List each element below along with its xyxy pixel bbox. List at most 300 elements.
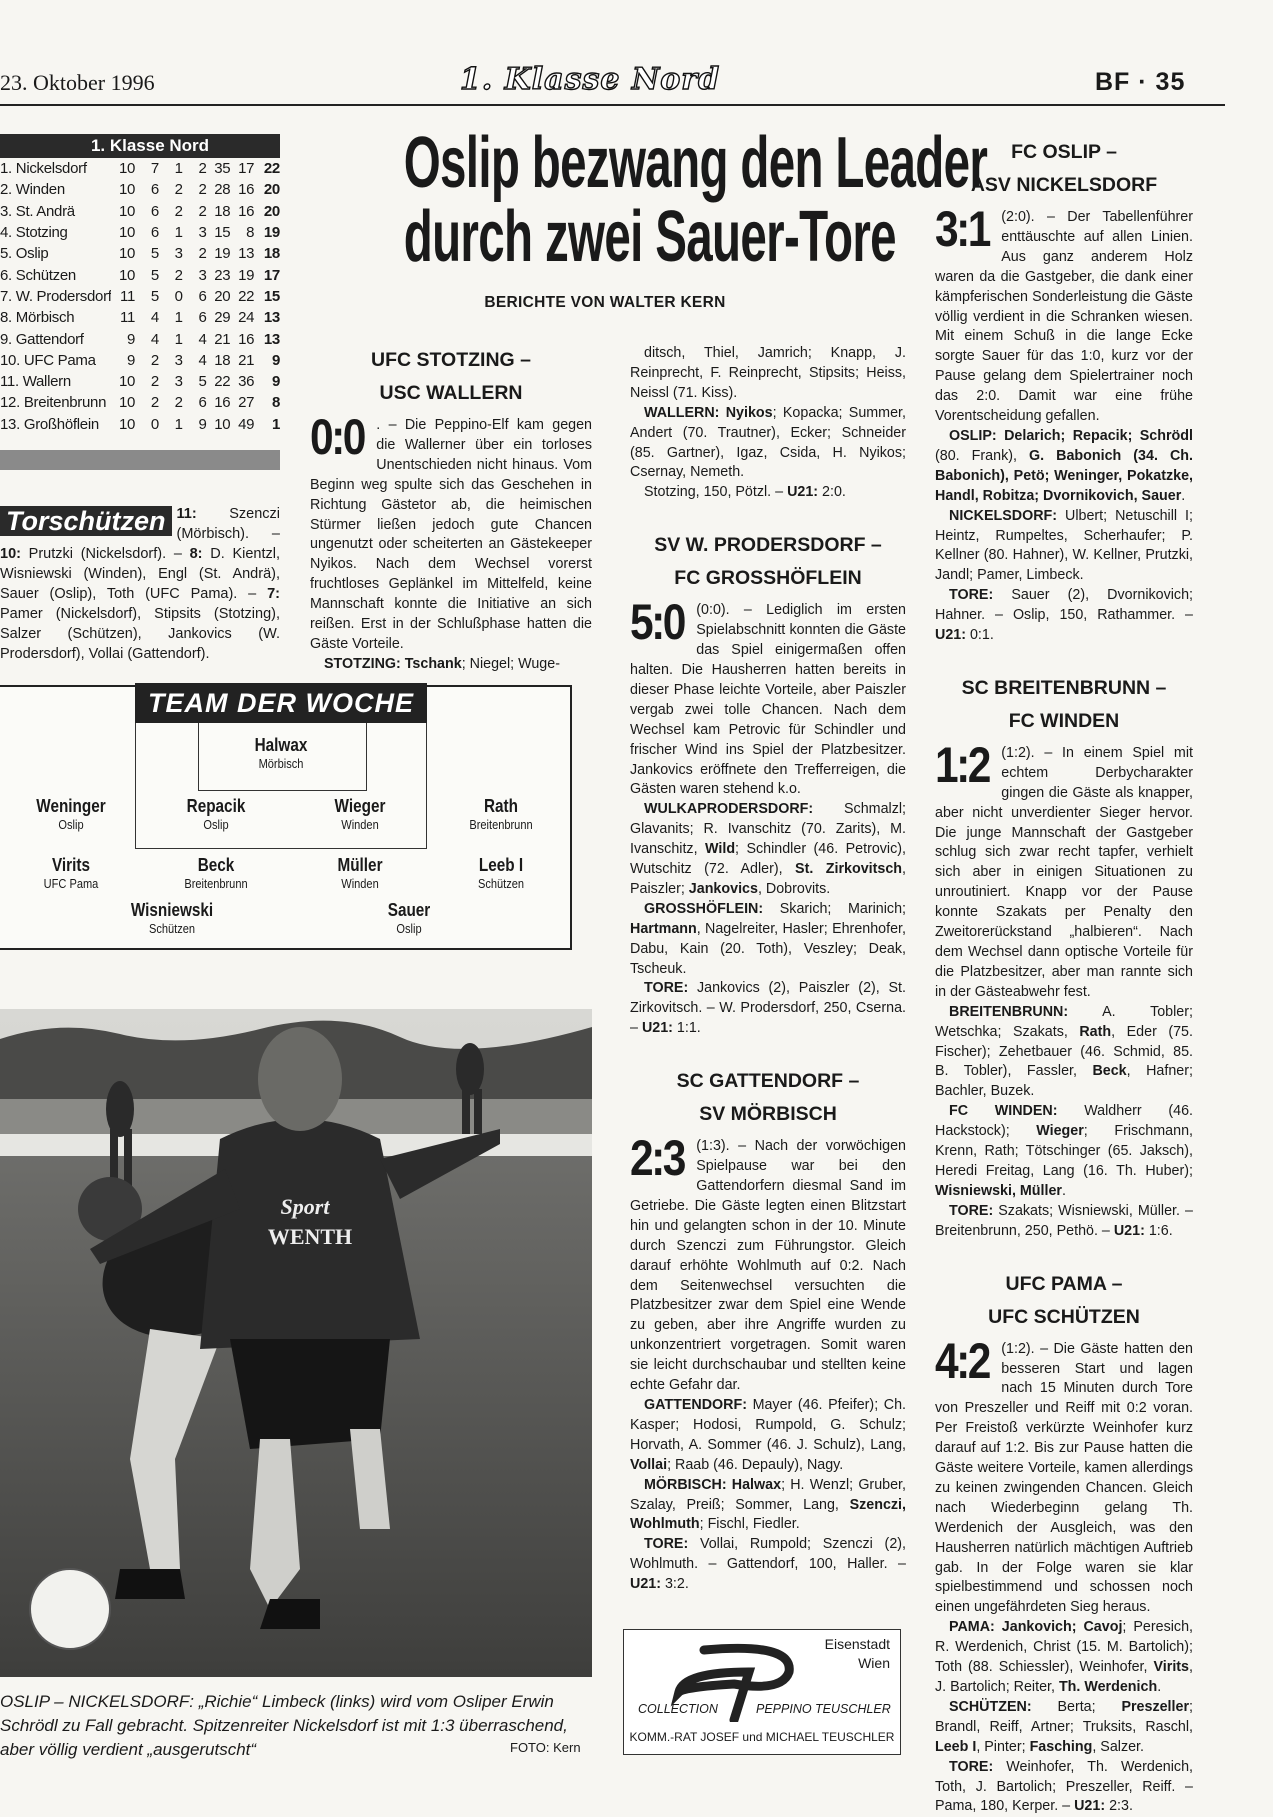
paragraph bbox=[935, 1698, 1193, 1758]
player-name: Repacik bbox=[186, 796, 246, 816]
draws: 0 bbox=[174, 287, 183, 305]
text: 1:1. bbox=[672, 1020, 701, 1037]
table-row bbox=[0, 392, 280, 413]
paragraph bbox=[630, 800, 906, 900]
paragraph bbox=[935, 1003, 1193, 1103]
rank: 10. bbox=[0, 351, 20, 369]
standings-title: 1. Klasse Nord bbox=[0, 134, 280, 158]
team-name bbox=[0, 203, 111, 220]
lead-text: (1:2). – Die Gäste hatten den besseren Start und lagen nach 15 Minuten durch Tore von Preszeller und Reiff mit 0:2 voran. Per Freistoß verkürzte Weinhofer kurz darauf auf 1:2. Bis zur Pause hatten die Gäste weitere Vorteile, kamen allerdings zu keinen zwingenden Chancen. Gleich nach Wiederbeginn gelang Th. Werdenich der Ausgleich, was den Hausherren natürlich mächtigen Auftrieb gab. In der Folge waren sie klar spielbestimmend und schossen noch einen ungefährdeten Sieg heraus. bbox=[935, 1340, 1193, 1616]
points: 1 bbox=[271, 415, 280, 433]
goals-against: 16 bbox=[238, 202, 255, 220]
goals-for: 20 bbox=[214, 287, 231, 305]
team-name bbox=[0, 267, 111, 284]
played: 10 bbox=[118, 245, 136, 263]
text: , J. Bartolich; Reiter, bbox=[935, 1659, 1193, 1695]
match-title-line: UFC PAMA – bbox=[1005, 1272, 1123, 1295]
report-oslip-nickelsdorf bbox=[935, 136, 1193, 646]
paragraph bbox=[630, 1396, 906, 1476]
match-title bbox=[310, 344, 592, 410]
draws: 1 bbox=[174, 415, 183, 433]
draws: 2 bbox=[174, 202, 183, 220]
bold-text: Hartmann bbox=[630, 920, 697, 937]
wins: 4 bbox=[150, 330, 159, 348]
bold-text: MÖRBISCH: Halwax bbox=[644, 1476, 782, 1493]
rank: 8. bbox=[0, 309, 12, 327]
bold-text: Wieger bbox=[1036, 1123, 1084, 1140]
bold-text: 8: bbox=[189, 546, 203, 562]
played: 11 bbox=[120, 287, 136, 305]
goals-against: 49 bbox=[238, 415, 255, 433]
text: Szenczi (Mörbisch). – bbox=[176, 506, 280, 542]
table-row bbox=[0, 201, 280, 222]
player bbox=[431, 796, 571, 832]
draws: 1 bbox=[174, 330, 183, 348]
player-name: Wieger bbox=[334, 796, 386, 816]
team-name bbox=[0, 373, 111, 390]
player-name: Leeb I bbox=[478, 855, 524, 875]
text: Prutzki (Nickelsdorf). – bbox=[20, 546, 190, 562]
text: Mayer (46. Pfeifer); Ch. Kasper; Hodosi, Rumpold, G. Schulz; Horvath, A. Sommer (46. J. Schulz), Lang, bbox=[630, 1396, 906, 1453]
player bbox=[1, 855, 141, 891]
text: Skarich; Marinich; bbox=[763, 900, 906, 917]
wins: 6 bbox=[150, 224, 159, 242]
bold-text: Wild bbox=[705, 841, 736, 858]
draws: 2 bbox=[174, 394, 183, 412]
bold-text: WALLERN: Nyikos bbox=[644, 404, 773, 421]
paragraph bbox=[630, 404, 906, 484]
points: 9 bbox=[271, 351, 280, 369]
final-score: 0:0 bbox=[310, 409, 364, 465]
goals-against: 24 bbox=[238, 309, 255, 327]
table-row bbox=[0, 264, 280, 285]
lead-paragraph bbox=[630, 1130, 906, 1396]
text: A. Tobler; Wetschka; Szakats, bbox=[935, 1003, 1193, 1040]
bold-text: U21: bbox=[641, 1020, 673, 1037]
player bbox=[1, 796, 141, 832]
text: , Pinter; bbox=[976, 1738, 1030, 1755]
text: (80. Frank), bbox=[935, 447, 1029, 464]
bold-text: Preszeller bbox=[1121, 1698, 1190, 1715]
bold-text: U21: bbox=[787, 484, 819, 501]
jersey-text-1: Sport bbox=[280, 1194, 330, 1219]
paragraph bbox=[630, 344, 906, 404]
standings-table bbox=[0, 134, 280, 435]
bold-text: OSLIP: Delarich; Repacik; Schrödl bbox=[949, 427, 1193, 444]
table-row bbox=[0, 286, 280, 307]
issue-date: 23. Oktober 1996 bbox=[0, 70, 155, 95]
player-club: Winden bbox=[341, 876, 379, 891]
top-scorers bbox=[0, 504, 280, 664]
goals-for: 21 bbox=[214, 330, 231, 348]
points: 8 bbox=[271, 394, 280, 412]
column-middle bbox=[630, 344, 906, 1595]
headline-line-1: Oslip bezwang den Leader bbox=[403, 123, 988, 203]
losses: 9 bbox=[198, 415, 207, 433]
player-club: Mörbisch bbox=[258, 756, 304, 771]
team-label: Großhöflein bbox=[23, 415, 99, 433]
match-title-line: USC WALLERN bbox=[379, 382, 523, 404]
team-name bbox=[0, 309, 111, 326]
losses: 3 bbox=[198, 224, 207, 242]
column-right bbox=[935, 132, 1193, 1817]
lead-paragraph bbox=[935, 201, 1193, 427]
player bbox=[146, 796, 286, 832]
paragraph bbox=[630, 1535, 906, 1595]
match-title-line: FC WINDEN bbox=[1008, 709, 1120, 732]
team-name bbox=[0, 181, 111, 198]
draws: 3 bbox=[174, 373, 183, 391]
ad-owners: KOMM.-RAT JOSEF und MICHAEL TEUSCHLER bbox=[629, 1730, 895, 1744]
match-title bbox=[935, 1268, 1193, 1334]
paragraph bbox=[935, 427, 1193, 507]
text: ; Niegel; Wuge- bbox=[461, 655, 560, 672]
bold-text: U21: bbox=[1113, 1222, 1145, 1239]
paragraph bbox=[935, 1618, 1193, 1698]
text: . bbox=[1157, 1679, 1162, 1695]
bold-text: U21: bbox=[935, 627, 966, 644]
player bbox=[102, 900, 242, 936]
losses: 2 bbox=[198, 181, 207, 199]
player bbox=[146, 855, 286, 891]
goals-for: 18 bbox=[214, 351, 231, 369]
player-name: Weninger bbox=[36, 796, 106, 816]
points: 13 bbox=[263, 330, 280, 348]
text: , Paiszler; bbox=[630, 861, 907, 897]
draws: 2 bbox=[174, 266, 183, 284]
draws: 1 bbox=[174, 224, 183, 242]
points: 19 bbox=[263, 224, 280, 242]
goals-against: 27 bbox=[238, 394, 255, 412]
bold-text: STOTZING: Tschank bbox=[324, 655, 462, 672]
text: Stotzing, 150, Pötzl. – bbox=[644, 484, 788, 501]
player-club: Schützen bbox=[477, 876, 525, 891]
team-name bbox=[0, 352, 111, 369]
losses: 4 bbox=[198, 351, 207, 369]
paragraph bbox=[935, 586, 1193, 646]
lead-text: (2:0). – Der Tabellenführer enttäuschte auf allen Linien. Aus ganz anderem Holz waren da die Gastgeber, die dank einer kämpferischen Sonderleistung die Gäste völlig verdient in die Schranken wiesen. Mit einem Schuß in die lange Ecke sorgte Sauer für das 1:0, kurz vor der Pause gelang dem Spielertrainer noch das 2:0. Damit war eine frühe Vorentscheidung gefallen. bbox=[935, 209, 1193, 425]
lead-text: . – Die Peppino-Elf kam gegen die Wallerner über ein torloses Unentschieden nicht hinaus. Vom Beginn weg spulte sich das Geschehen in Richtung Gästetor ab, die heimischen Stürmer ließen jedoch gute Chancen ungenutzt oder scheiterten an Gästekeeper Nyikos. Nach dem Wechsel vorerst fruchtloses Geplänkel im Mittelfeld, keine Mannschaft konnte die Initiative an sich reißen. Erst in der Schlußphase hatten die Gäste Vorteile. bbox=[310, 417, 592, 652]
team-name bbox=[0, 245, 111, 262]
ad-collection: COLLECTION bbox=[638, 1702, 718, 1716]
photo-caption: OSLIP – NICKELSDORF: „Richie“ Limbeck (links) wird vom Osliper Erwin Schrödl zu Fall gebracht. Spitzenreiter Nickelsdorf ist mit 1:3 überraschend, aber völlig verdient „ausgerutscht“ bbox=[0, 1692, 568, 1759]
points: 20 bbox=[263, 181, 280, 199]
lead-paragraph bbox=[935, 736, 1193, 1003]
match-title-line: UFC STOTZING – bbox=[371, 349, 531, 371]
table-row bbox=[0, 371, 280, 392]
bold-text: TORE: bbox=[644, 980, 689, 997]
match-title-line: SC GATTENDORF – bbox=[676, 1070, 860, 1093]
played: 10 bbox=[118, 202, 136, 220]
losses: 4 bbox=[198, 330, 207, 348]
team-label: UFC Pama bbox=[23, 351, 96, 369]
goals-for: 16 bbox=[214, 394, 231, 412]
player-club: Oslip bbox=[203, 817, 229, 832]
final-score: 5:0 bbox=[630, 594, 684, 651]
player-name: Rath bbox=[484, 796, 518, 816]
paragraph bbox=[935, 1202, 1193, 1242]
text: ; Frischmann, Krenn, Rath; Tötschinger (65. Jaksch), Heredi Freitag, Lang (16. Th. Huber); bbox=[935, 1123, 1193, 1179]
points: 9 bbox=[271, 373, 280, 391]
player bbox=[290, 855, 430, 891]
losses: 5 bbox=[198, 373, 207, 391]
advertisement bbox=[623, 1629, 901, 1755]
match-title-line: FC OSLIP – bbox=[1011, 141, 1117, 163]
team-of-the-week-title: TEAM DER WOCHE bbox=[135, 683, 427, 723]
text: Schmalzl; Glavanits; R. Ivanschitz (70. Zarits), M. Ivanschitz, bbox=[630, 801, 906, 858]
text: ; Peresich, R. Werdenich, Christ (15. M. Bartolich); Toth (88. Schiessler), Weinhofer, bbox=[935, 1619, 1193, 1676]
report-breitenbrunn-winden bbox=[935, 672, 1193, 1242]
wins: 5 bbox=[150, 287, 159, 305]
played: 10 bbox=[118, 181, 136, 199]
goals-against: 36 bbox=[238, 373, 255, 391]
bold-text: Szenczi, Wohlmuth bbox=[630, 1496, 906, 1533]
team-name bbox=[0, 331, 111, 348]
match-title-line: SV W. PRODERSDORF – bbox=[654, 534, 882, 557]
table-row bbox=[0, 307, 280, 328]
points: 18 bbox=[263, 245, 280, 263]
wins: 2 bbox=[150, 351, 159, 369]
bold-text: St. Zirkovitsch bbox=[795, 861, 903, 878]
team-label: Schützen bbox=[15, 266, 76, 284]
bold-text: Wisniewski, Müller bbox=[935, 1182, 1062, 1199]
column-left bbox=[310, 340, 592, 675]
player-name: Beck bbox=[197, 855, 235, 875]
rank: 13. bbox=[0, 415, 20, 433]
text: ; Raab (46. Depauly), Nagy. bbox=[667, 1456, 844, 1473]
text: Weinhofer, Th. Werdenich, Toth, J. Bartolich; Preszeller, Reiff. – Pama, 180, Kerper. – bbox=[935, 1758, 1193, 1815]
paragraph bbox=[935, 1102, 1193, 1202]
final-score: 3:1 bbox=[935, 201, 989, 257]
rank: 7. bbox=[0, 287, 12, 305]
photo-credit: FOTO: Kern bbox=[510, 1740, 581, 1755]
bold-text: 7: bbox=[267, 586, 280, 602]
goals-against: 17 bbox=[238, 160, 255, 178]
text: , Eder (75. Fischer); Zehetbauer (46. Schmid, 85. B. Tobler), Fassler, bbox=[935, 1023, 1193, 1080]
goals-for: 29 bbox=[214, 309, 231, 327]
played: 10 bbox=[118, 373, 136, 391]
goals-for: 35 bbox=[214, 160, 231, 178]
bold-text: 11: bbox=[176, 506, 197, 522]
team-label: Stotzing bbox=[15, 224, 68, 242]
table-row bbox=[0, 222, 280, 243]
played: 10 bbox=[118, 266, 136, 284]
bold-text: Leeb I bbox=[935, 1738, 977, 1755]
report-gattendorf-moerbisch bbox=[630, 1065, 906, 1595]
player-name: Müller bbox=[337, 855, 383, 875]
text: , Salzer. bbox=[1092, 1738, 1144, 1755]
match-title bbox=[935, 672, 1193, 738]
bold-text: Th. Werdenich bbox=[1058, 1679, 1158, 1695]
points: 15 bbox=[263, 287, 280, 305]
bold-text: Fasching bbox=[1029, 1738, 1093, 1755]
text: , Hafner; Bachler, Buzek. bbox=[935, 1063, 1193, 1100]
headline-line-2: durch zwei Sauer-Tore bbox=[403, 197, 896, 277]
rank: 1. bbox=[0, 160, 12, 178]
player-club: UFC Pama bbox=[43, 876, 99, 891]
goals-against: 8 bbox=[246, 224, 255, 242]
goals-against: 21 bbox=[238, 351, 255, 369]
team-label: Oslip bbox=[15, 245, 49, 263]
draws: 3 bbox=[174, 245, 183, 263]
wins: 6 bbox=[150, 181, 159, 199]
played: 11 bbox=[120, 309, 136, 327]
bold-text: Jankovics bbox=[688, 880, 758, 897]
section-title: 1. Klasse Nord bbox=[459, 62, 721, 97]
text: Vollai, Rumpold; Szenczi (2), Wohlmuth. – Gattendorf, 100, Haller. – bbox=[630, 1536, 906, 1573]
bold-text: G. Babonich (34. Ch. Babonich), Petö; Weninger, Pokatzke, Handl, Robitza; Dvornikovich, Sauer bbox=[935, 447, 1194, 504]
bold-text: GROSSHÖFLEIN: bbox=[644, 900, 764, 917]
played: 9 bbox=[126, 351, 136, 369]
played: 10 bbox=[118, 394, 136, 412]
report-stotzing-continued bbox=[630, 344, 906, 503]
bold-text: WULKAPRODERSDORF: bbox=[644, 801, 814, 818]
player bbox=[431, 855, 571, 891]
text: Sauer (2), Dvornikovich; Hahner. – Oslip, 150, Rathammer. – bbox=[935, 587, 1193, 624]
byline: BERICHTE VON WALTER KERN bbox=[484, 294, 726, 311]
wins: 4 bbox=[150, 309, 159, 327]
bold-text: GATTENDORF: bbox=[644, 1396, 747, 1413]
header-rule bbox=[0, 104, 1225, 106]
text: ditsch, Thiel, Jamrich; Knapp, J. Reinprecht, F. Reinprecht, Stipsits; Heiss, Neissl (71. Kiss). bbox=[630, 345, 906, 401]
played: 10 bbox=[118, 415, 136, 433]
team-name bbox=[0, 416, 111, 433]
player-club: Breitenbrunn bbox=[469, 817, 533, 832]
team-label: St. Andrä bbox=[15, 202, 75, 220]
bold-text: PAMA: Jankovich; Cavoj bbox=[949, 1619, 1123, 1636]
bold-text: Virits bbox=[1153, 1659, 1190, 1676]
ad-city-2: Wien bbox=[858, 1655, 890, 1671]
rank: 3. bbox=[0, 202, 12, 220]
losses: 2 bbox=[198, 160, 207, 178]
rank: 6. bbox=[0, 266, 12, 284]
points: 17 bbox=[263, 266, 280, 284]
bold-text: TORE: bbox=[644, 1536, 689, 1553]
team-name bbox=[0, 160, 111, 177]
text: . bbox=[1062, 1182, 1066, 1199]
losses: 3 bbox=[198, 266, 207, 284]
report-stotzing-wallern bbox=[310, 344, 592, 675]
player bbox=[339, 900, 479, 936]
bold-text: Beck bbox=[1092, 1063, 1127, 1080]
match-title-line: FC GROSSHÖFLEIN bbox=[674, 567, 862, 590]
wins: 0 bbox=[150, 415, 159, 433]
match-title-line: UFC SCHÜTZEN bbox=[988, 1305, 1140, 1328]
bold-text: FC WINDEN: bbox=[949, 1103, 1058, 1120]
ad-city-1: Eisenstadt bbox=[824, 1636, 890, 1652]
text: ; Brandl, Reiff, Artner; Truksits, Raschl, bbox=[935, 1698, 1193, 1735]
text: Waldherr (46. Hackstock); bbox=[935, 1103, 1193, 1140]
player-name: Virits bbox=[51, 855, 90, 875]
bold-text: Rath bbox=[1079, 1023, 1112, 1040]
rank: 9. bbox=[0, 330, 12, 348]
goals-against: 13 bbox=[238, 245, 255, 263]
text: Berta; bbox=[1031, 1698, 1122, 1715]
top-scorers-title: Torschützen bbox=[0, 506, 172, 536]
team-label: Mörbisch bbox=[15, 309, 75, 327]
match-photo bbox=[0, 1009, 592, 1677]
text: Jankovics (2), Paiszler (2), St. Zirkovitsch. – W. Prodersdorf, 250, Cserna. – bbox=[630, 980, 906, 1037]
losses: 2 bbox=[198, 245, 207, 263]
played: 10 bbox=[118, 160, 136, 178]
text: Ulbert; Netuschill I; Heintz, Rumpeltes, Scherhaufer; P. Kellner (80. Hahner), W. Kellner, Prutzki, Jandl; Pamer, Limbeck. bbox=[935, 507, 1193, 584]
match-photo-image bbox=[0, 1009, 592, 1677]
text: 0:1. bbox=[966, 627, 994, 644]
text: , Nagelreiter, Hasler; Ehrenhofer, Dabu, Kain (20. Toth), Veszley; Deak, Tscheuk. bbox=[630, 920, 906, 977]
bold-text: 10: bbox=[0, 546, 21, 562]
bold-text: U21: bbox=[1074, 1798, 1106, 1815]
match-title bbox=[630, 1065, 906, 1131]
goals-against: 16 bbox=[238, 181, 255, 199]
draws: 2 bbox=[174, 181, 183, 199]
text: ; Schindler (46. Petrovic), Wutschitz (72. Adler), bbox=[630, 841, 906, 878]
goals-for: 10 bbox=[214, 415, 231, 433]
text: ; Kopacka; Summer, Andert (70. Trautner), Ecker; Schneider (85. Gartner), Igaz, Csida, H. Nyikos; Csernay, Nemeth. bbox=[630, 404, 906, 481]
rank: 4. bbox=[0, 224, 12, 242]
lead-text: (1:3). – Nach der vorwöchigen Spielpause war bei den Gattendorfern diesmal Sand im Getriebe. Die Gäste legten einen Blitzstart hin und gelangten schon in der 10. Minute durch Szenczi zum Führungstor. Gleich darauf erhöhte Wohlmuth auf 0:2. Nach dem Seitenwechsel versuchten die Platzbesitzer zwar dem Spiel eine Wende zu geben, aber ihre Angriffe wurden zu unkonzentriert vorgetragen. Somit waren sie leicht durchschaubar und stellten keine echte Gefahr dar. bbox=[630, 1138, 906, 1394]
team-label: Gattendorf bbox=[15, 330, 84, 348]
bold-text: SCHÜTZEN: bbox=[949, 1698, 1032, 1715]
losses: 6 bbox=[198, 287, 207, 305]
player bbox=[211, 735, 351, 771]
table-row bbox=[0, 158, 280, 179]
team-label: Winden bbox=[15, 181, 65, 199]
played: 10 bbox=[118, 224, 136, 242]
page-number: BF · 35 bbox=[1095, 68, 1186, 96]
draws: 1 bbox=[174, 309, 183, 327]
rank: 5. bbox=[0, 245, 12, 263]
draws: 1 bbox=[174, 160, 183, 178]
goals-for: 18 bbox=[214, 202, 231, 220]
team-name bbox=[0, 394, 111, 411]
losses: 6 bbox=[198, 309, 207, 327]
final-score: 1:2 bbox=[935, 736, 989, 793]
player-club: Oslip bbox=[396, 921, 422, 936]
player-name: Sauer bbox=[387, 900, 431, 920]
bold-text: U21: bbox=[630, 1576, 661, 1593]
team-label: Breitenbrunn bbox=[23, 394, 107, 412]
points: 13 bbox=[263, 309, 280, 327]
final-score: 2:3 bbox=[630, 1130, 684, 1187]
wins: 5 bbox=[150, 266, 159, 284]
paragraph bbox=[630, 979, 906, 1039]
bold-text: BREITENBRUNN: bbox=[949, 1003, 1069, 1020]
wins: 2 bbox=[150, 373, 159, 391]
table-row bbox=[0, 243, 280, 264]
text: Szakats; Wisniewski, Müller. – Breitenbrunn, 250, Pethö. – bbox=[935, 1202, 1193, 1239]
text: 3:2. bbox=[661, 1576, 689, 1593]
player-name: Wisniewski bbox=[130, 900, 214, 920]
losses: 6 bbox=[198, 394, 207, 412]
text: 2:0. bbox=[818, 484, 846, 501]
player-club: Breitenbrunn bbox=[184, 876, 248, 891]
lead-paragraph bbox=[935, 1332, 1193, 1619]
text: , Dobrovits. bbox=[757, 880, 831, 897]
team-label: Nickelsdorf bbox=[15, 160, 87, 178]
paragraph bbox=[630, 1476, 906, 1536]
paragraph bbox=[935, 507, 1193, 587]
bold-text: TORE: bbox=[949, 1758, 994, 1775]
text: 1:6. bbox=[1144, 1222, 1173, 1239]
player-club: Oslip bbox=[58, 817, 84, 832]
bold-text: Vollai bbox=[630, 1456, 668, 1473]
bold-text: NICKELSDORF: bbox=[949, 507, 1058, 524]
text: Pamer (Nickelsdorf), Stipsits (Stotzing), Salzer (Schützen), Jankovics (W. Prodersdorf), Vollai (Gattendorf). bbox=[0, 606, 280, 662]
ad-brand: PEPPINO TEUSCHLER bbox=[756, 1702, 891, 1716]
goals-for: 19 bbox=[214, 245, 231, 263]
points: 20 bbox=[263, 202, 280, 220]
goals-for: 23 bbox=[214, 266, 231, 284]
